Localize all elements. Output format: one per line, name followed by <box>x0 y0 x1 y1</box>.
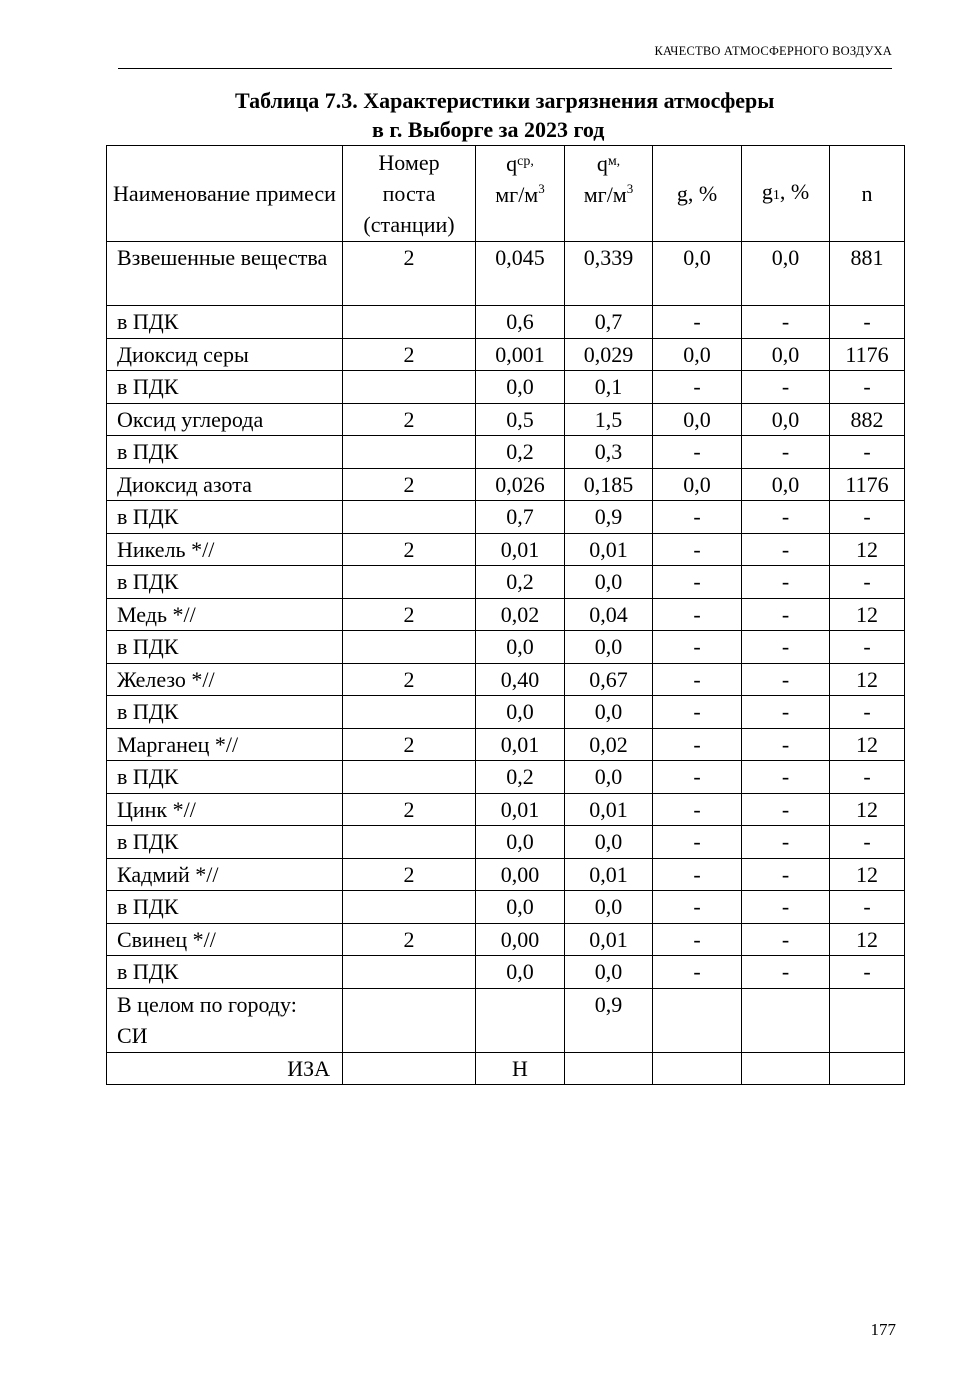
header-post-line-2: поста <box>382 181 436 206</box>
header-post-line-3: (станции) <box>363 212 455 237</box>
cell-q-max: 0,029 <box>565 338 653 371</box>
cell-n: 12 <box>830 663 905 696</box>
cell-g1: 0,0 <box>742 242 830 306</box>
table-row <box>107 533 905 566</box>
cell-g1: - <box>742 533 830 566</box>
cell-q-max: 0,3 <box>565 436 653 469</box>
cell-q-max: 0,67 <box>565 663 653 696</box>
table-header-row <box>107 146 905 242</box>
header-q-max: $q^{м,}$ $мг/м^3$ <box>565 146 653 242</box>
cell-q-avg: 0,01 <box>476 533 565 566</box>
cell-post: 2 <box>343 403 476 436</box>
cell-name: Никель *// <box>107 533 343 566</box>
cell-g1: - <box>742 858 830 891</box>
table-row <box>107 436 905 469</box>
cell-q-avg: 0,5 <box>476 403 565 436</box>
cell-g1: - <box>742 923 830 956</box>
table-row <box>107 631 905 664</box>
cell-n: - <box>830 501 905 534</box>
cell-name: в ПДК <box>107 826 343 859</box>
table-row <box>107 306 905 339</box>
table-row <box>107 242 905 306</box>
cell-g: - <box>653 306 742 339</box>
header-rule <box>118 68 892 69</box>
table-row <box>107 858 905 891</box>
cell-q-max: 0,01 <box>565 923 653 956</box>
summary-iza-g <box>653 1052 742 1085</box>
cell-n: - <box>830 761 905 794</box>
cell-n: - <box>830 956 905 989</box>
cell-g1: - <box>742 728 830 761</box>
cell-post: 2 <box>343 598 476 631</box>
cell-g: - <box>653 598 742 631</box>
cell-n: 12 <box>830 728 905 761</box>
cell-post: 2 <box>343 533 476 566</box>
cell-q-avg: 0,0 <box>476 956 565 989</box>
cell-g: - <box>653 793 742 826</box>
cell-n: 12 <box>830 533 905 566</box>
cell-g: - <box>653 891 742 924</box>
cell-name: Медь *// <box>107 598 343 631</box>
header-name: Наименование примеси <box>107 146 343 242</box>
cell-post: 2 <box>343 242 476 306</box>
cell-q-avg: 0,40 <box>476 663 565 696</box>
cell-q-avg: 0,7 <box>476 501 565 534</box>
cell-name: Взвешенные вещества <box>107 242 343 306</box>
cell-q-avg: 0,0 <box>476 696 565 729</box>
table-row <box>107 501 905 534</box>
cell-n: 12 <box>830 793 905 826</box>
table-row <box>107 826 905 859</box>
cell-name: в ПДК <box>107 696 343 729</box>
cell-q-avg: 0,045 <box>476 242 565 306</box>
cell-q-max: 1,5 <box>565 403 653 436</box>
cell-post <box>343 501 476 534</box>
cell-g1: 0,0 <box>742 403 830 436</box>
cell-g1: - <box>742 501 830 534</box>
cell-g: - <box>653 858 742 891</box>
cell-n: 12 <box>830 858 905 891</box>
header-post <box>343 146 476 242</box>
cell-q-max: 0,04 <box>565 598 653 631</box>
cell-name: в ПДК <box>107 631 343 664</box>
cell-q-max: 0,0 <box>565 631 653 664</box>
table-row <box>107 761 905 794</box>
cell-name: Свинец *// <box>107 923 343 956</box>
table-row <box>107 923 905 956</box>
cell-g1: - <box>742 306 830 339</box>
header-g1: g1, % <box>742 146 830 242</box>
cell-g: - <box>653 533 742 566</box>
cell-post <box>343 761 476 794</box>
table-row <box>107 891 905 924</box>
cell-q-avg: 0,02 <box>476 598 565 631</box>
cell-post: 2 <box>343 858 476 891</box>
cell-g1: - <box>742 631 830 664</box>
cell-q-max: 0,0 <box>565 826 653 859</box>
cell-name: Железо *// <box>107 663 343 696</box>
cell-n: - <box>830 371 905 404</box>
header-post-line-1: Номер <box>378 150 440 175</box>
cell-q-max: 0,0 <box>565 891 653 924</box>
table-row <box>107 663 905 696</box>
cell-g: - <box>653 371 742 404</box>
cell-g: - <box>653 956 742 989</box>
cell-q-avg: 0,0 <box>476 826 565 859</box>
cell-g: 0,0 <box>653 338 742 371</box>
cell-name: в ПДК <box>107 501 343 534</box>
summary-iza-label: ИЗА <box>107 1052 343 1085</box>
running-head: КАЧЕСТВО АТМОСФЕРНОГО ВОЗДУХА <box>654 44 892 58</box>
summary-si-value: 0,9 <box>565 988 653 1052</box>
cell-g: - <box>653 631 742 664</box>
cell-n: 1176 <box>830 338 905 371</box>
cell-n: - <box>830 696 905 729</box>
cell-name: в ПДК <box>107 436 343 469</box>
header-g: g, % <box>653 146 742 242</box>
cell-name: в ПДК <box>107 956 343 989</box>
cell-name: Кадмий *// <box>107 858 343 891</box>
cell-g1: - <box>742 566 830 599</box>
cell-g1: - <box>742 826 830 859</box>
table-row <box>107 566 905 599</box>
cell-post <box>343 306 476 339</box>
cell-q-avg: 0,6 <box>476 306 565 339</box>
cell-post: 2 <box>343 338 476 371</box>
cell-name: в ПДК <box>107 891 343 924</box>
cell-n: 12 <box>830 923 905 956</box>
summary-iza-q-max <box>565 1052 653 1085</box>
cell-q-avg: 0,0 <box>476 891 565 924</box>
cell-n: 881 <box>830 242 905 306</box>
cell-g: 0,0 <box>653 468 742 501</box>
summary-row-city <box>107 988 905 1052</box>
summary-iza-post <box>343 1052 476 1085</box>
cell-g: - <box>653 696 742 729</box>
cell-g: - <box>653 566 742 599</box>
cell-name: в ПДК <box>107 306 343 339</box>
cell-q-max: 0,7 <box>565 306 653 339</box>
cell-post <box>343 371 476 404</box>
summary-iza-n <box>830 1052 905 1085</box>
cell-q-avg: 0,0 <box>476 631 565 664</box>
cell-q-avg: 0,0 <box>476 371 565 404</box>
cell-g1: - <box>742 598 830 631</box>
header-n: n <box>830 146 905 242</box>
cell-q-max: 0,0 <box>565 761 653 794</box>
cell-g1: - <box>742 696 830 729</box>
cell-g: - <box>653 663 742 696</box>
summary-row-iza <box>107 1052 905 1085</box>
cell-g1: 0,0 <box>742 468 830 501</box>
cell-post <box>343 436 476 469</box>
cell-g: - <box>653 728 742 761</box>
summary-city-label: В целом по городу: СИ <box>107 988 343 1052</box>
cell-name: в ПДК <box>107 761 343 794</box>
table-row <box>107 793 905 826</box>
cell-post: 2 <box>343 923 476 956</box>
cell-n: - <box>830 826 905 859</box>
cell-q-max: 0,339 <box>565 242 653 306</box>
cell-n: 12 <box>830 598 905 631</box>
summary-city-g1 <box>742 988 830 1052</box>
table-title <box>107 86 974 144</box>
cell-q-avg: 0,2 <box>476 436 565 469</box>
page-number: 177 <box>870 1320 896 1339</box>
cell-post <box>343 956 476 989</box>
table-title-line-1: Таблица 7.3. Характеристики загрязнения атмосферы <box>235 88 775 113</box>
table-row <box>107 696 905 729</box>
cell-n: - <box>830 631 905 664</box>
cell-q-max: 0,1 <box>565 371 653 404</box>
summary-city-q-avg <box>476 988 565 1052</box>
cell-post <box>343 566 476 599</box>
cell-g1: - <box>742 436 830 469</box>
cell-q-avg: 0,2 <box>476 761 565 794</box>
summary-city-post <box>343 988 476 1052</box>
cell-q-max: 0,0 <box>565 956 653 989</box>
cell-g1: - <box>742 761 830 794</box>
table-row <box>107 403 905 436</box>
cell-q-max: 0,01 <box>565 533 653 566</box>
table-row <box>107 338 905 371</box>
summary-city-g <box>653 988 742 1052</box>
cell-g: - <box>653 436 742 469</box>
cell-n: - <box>830 436 905 469</box>
cell-q-avg: 0,01 <box>476 728 565 761</box>
cell-n: - <box>830 306 905 339</box>
cell-n: - <box>830 566 905 599</box>
cell-q-avg: 0,001 <box>476 338 565 371</box>
cell-q-max: 0,01 <box>565 793 653 826</box>
cell-post <box>343 826 476 859</box>
cell-g: - <box>653 826 742 859</box>
cell-n: 882 <box>830 403 905 436</box>
cell-post <box>343 631 476 664</box>
summary-city-n <box>830 988 905 1052</box>
cell-q-max: 0,185 <box>565 468 653 501</box>
cell-q-avg: 0,01 <box>476 793 565 826</box>
cell-g: 0,0 <box>653 242 742 306</box>
summary-iza-g1 <box>742 1052 830 1085</box>
table-row <box>107 598 905 631</box>
cell-q-avg: 0,00 <box>476 923 565 956</box>
cell-post: 2 <box>343 468 476 501</box>
cell-g1: - <box>742 891 830 924</box>
cell-g: - <box>653 501 742 534</box>
header-q-avg: $q^{ср,}$ $мг/м^3$ <box>476 146 565 242</box>
cell-name: Оксид углерода <box>107 403 343 436</box>
cell-post <box>343 696 476 729</box>
cell-g1: 0,0 <box>742 338 830 371</box>
cell-q-avg: 0,00 <box>476 858 565 891</box>
cell-g1: - <box>742 371 830 404</box>
cell-name: в ПДК <box>107 566 343 599</box>
cell-q-max: 0,02 <box>565 728 653 761</box>
cell-q-avg: 0,026 <box>476 468 565 501</box>
cell-q-max: 0,0 <box>565 566 653 599</box>
cell-q-avg: 0,2 <box>476 566 565 599</box>
cell-g1: - <box>742 663 830 696</box>
table-row <box>107 468 905 501</box>
cell-name: Диоксид серы <box>107 338 343 371</box>
cell-g1: - <box>742 956 830 989</box>
cell-g: - <box>653 761 742 794</box>
summary-iza-value: Н <box>476 1052 565 1085</box>
cell-name: Цинк *// <box>107 793 343 826</box>
cell-name: в ПДК <box>107 371 343 404</box>
table-row <box>107 371 905 404</box>
cell-post: 2 <box>343 793 476 826</box>
cell-name: Марганец *// <box>107 728 343 761</box>
table-row <box>107 728 905 761</box>
cell-name: Диоксид азота <box>107 468 343 501</box>
cell-post: 2 <box>343 663 476 696</box>
table-row <box>107 956 905 989</box>
cell-g1: - <box>742 793 830 826</box>
cell-post <box>343 891 476 924</box>
cell-g: 0,0 <box>653 403 742 436</box>
cell-post: 2 <box>343 728 476 761</box>
table-title-line-2: в г. Выборге за 2023 год <box>372 117 605 142</box>
cell-q-max: 0,9 <box>565 501 653 534</box>
cell-g: - <box>653 923 742 956</box>
pollution-table <box>106 145 905 1085</box>
cell-n: 1176 <box>830 468 905 501</box>
cell-q-max: 0,01 <box>565 858 653 891</box>
cell-n: - <box>830 891 905 924</box>
cell-q-max: 0,0 <box>565 696 653 729</box>
